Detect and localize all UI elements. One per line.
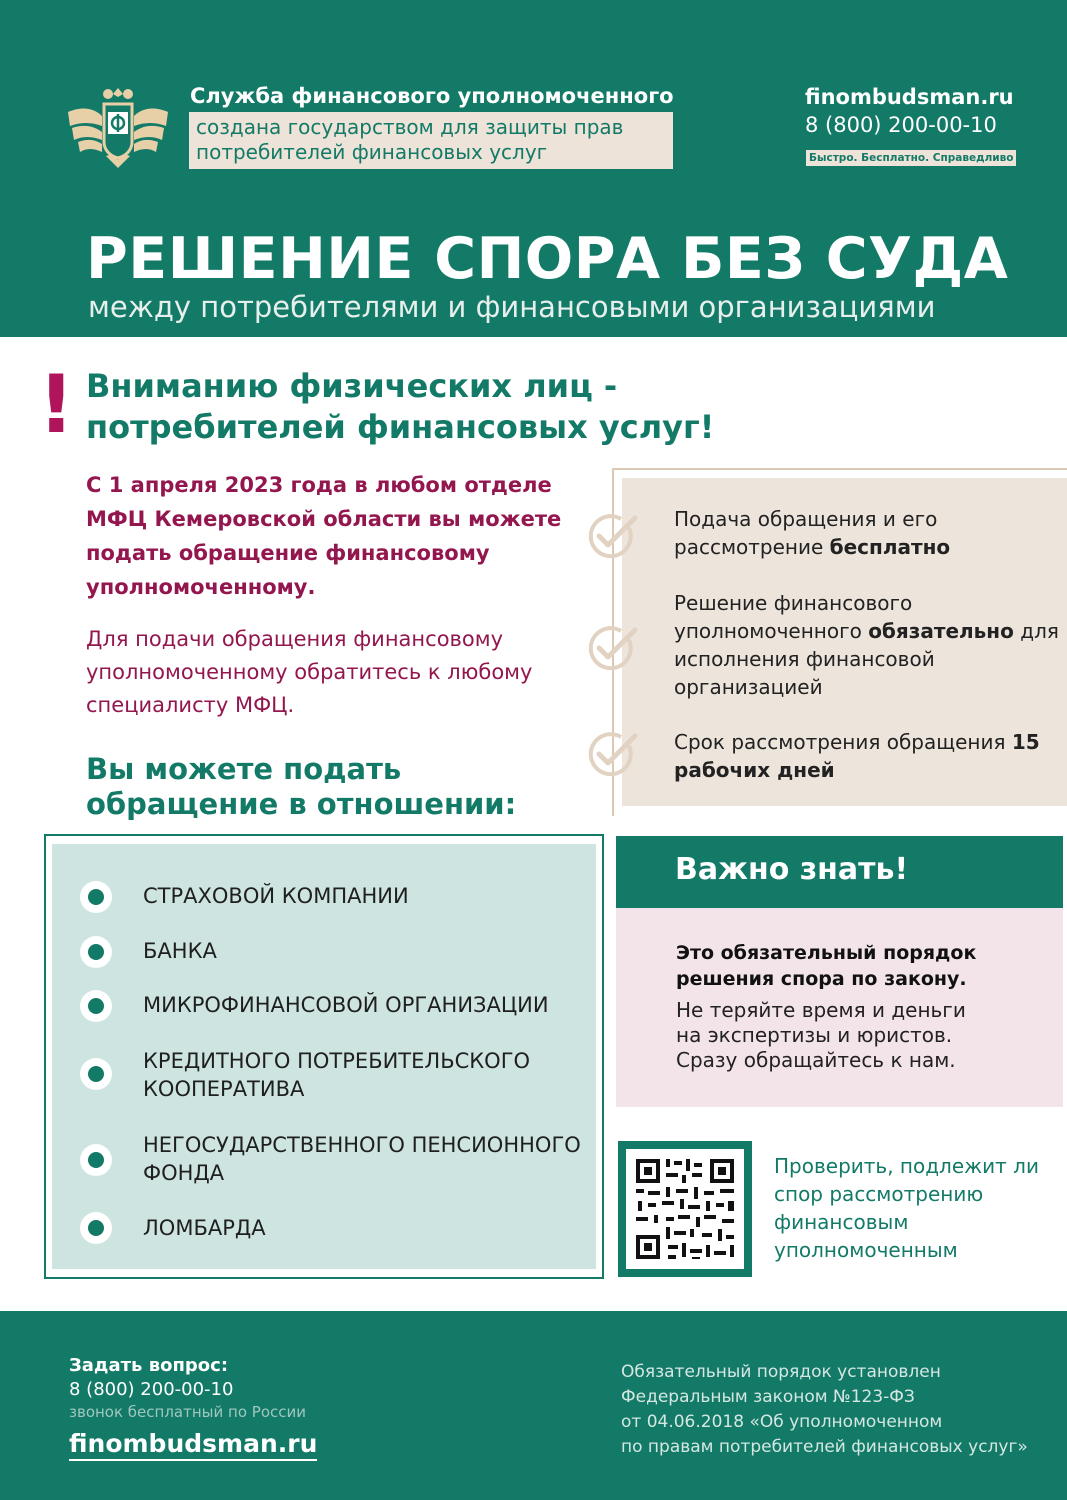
benefit-item [674, 728, 1064, 784]
header-site-link[interactable]: finombudsman.ru [805, 85, 1014, 109]
list-item: СТРАХОВОЙ КОМПАНИИ [143, 884, 409, 908]
page-title: РЕШЕНИЕ СПОРА БЕЗ СУДА [86, 226, 1009, 292]
footer-phone[interactable]: 8 (800) 200-00-10 [69, 1379, 234, 1400]
eagle-emblem-icon [66, 82, 170, 170]
law-line-2: Федеральным законом №123-ФЗ [621, 1387, 915, 1407]
qr-caption: Проверить, подлежит ли спор рассмотрению финансовым уполномоченным [774, 1154, 1039, 1262]
list-item: МИКРОФИНАНСОВОЙ ОРГАНИЗАЦИИ [143, 993, 549, 1017]
can-submit-line-1: Вы можете подать [86, 752, 402, 786]
law-line-4: по правам потребителей финансовых услуг» [621, 1437, 1028, 1457]
benefit-text: Решение финансового уполномоченного [674, 591, 913, 643]
list-item: БАНКА [143, 939, 217, 963]
org-name: Служба финансового уполномоченного [190, 84, 674, 108]
law-line-3: от 04.06.2018 «Об уполномоченном [621, 1412, 943, 1432]
benefit-text: Подача обращения и его рассмотрение [674, 507, 938, 559]
attention-heading [86, 366, 714, 448]
org-tagline-line-2: потребителей финансовых услуг [196, 140, 548, 164]
bullet-icon [80, 990, 112, 1022]
attention-line-1: Вниманию физических лиц - [86, 367, 618, 405]
can-submit-line-2: обращение в отношении: [86, 787, 517, 821]
org-tagline [189, 112, 673, 169]
benefit-text: Срок рассмотрения обращения [674, 730, 1006, 754]
benefit-item [674, 589, 1064, 701]
intro-text: Для подачи обращения финансовому уполномоченному обратитесь к любому специалисту МФЦ. [86, 627, 533, 717]
can-submit-heading [86, 752, 516, 822]
important-title: Важно знать! [675, 852, 909, 887]
footer-site-link[interactable]: finombudsman.ru [69, 1428, 317, 1461]
bullet-icon [80, 881, 112, 913]
bullet-icon [80, 1144, 112, 1176]
slogan-badge: Быстро. Бесплатно. Справедливо [806, 150, 1016, 166]
qr-code-icon[interactable] [626, 1149, 744, 1269]
important-bold-text: Это обязательный порядок решения спора по закону. [676, 942, 977, 990]
benefit-highlight: бесплатно [829, 535, 951, 559]
header-phone[interactable]: 8 (800) 200-00-10 [805, 113, 997, 137]
attention-line-2: потребителей финансовых услуг! [86, 408, 715, 446]
law-line-1: Обязательный порядок установлен [621, 1362, 941, 1382]
important-text: Не теряйте время и деньги на экспертизы и юристов. Сразу обращайтесь к нам. [676, 998, 966, 1072]
org-tagline-line-1: создана государством для защиты прав [196, 115, 624, 139]
checkmark-circle-icon [583, 510, 641, 562]
list-item: КРЕДИТНОГО ПОТРЕБИТЕЛЬСКОГО КООПЕРАТИВА [143, 1049, 531, 1101]
benefit-text-suffix: для исполнения финансовой организацией [674, 619, 1059, 699]
list-item: НЕГОСУДАРСТВЕННОГО ПЕНСИОННОГО ФОНДА [143, 1133, 581, 1185]
bullet-icon [80, 1212, 112, 1244]
list-item: ЛОМБАРДА [143, 1216, 266, 1240]
intro-bold-text: С 1 апреля 2023 года в любом отделе МФЦ Кемеровской области вы можете подать обращение финансовому уполномоченному. [86, 473, 562, 599]
benefit-item [674, 505, 1064, 561]
bullet-icon [80, 936, 112, 968]
footer-ask-label: Задать вопрос: [69, 1355, 229, 1376]
checkmark-circle-icon [583, 622, 641, 674]
benefit-highlight: 15 рабочих дней [674, 730, 1040, 782]
exclamation-mark-icon: ! [38, 358, 75, 451]
benefit-highlight: обязательно [868, 619, 1014, 643]
page-subtitle: между потребителями и финансовыми организациями [88, 290, 936, 324]
footer-phone-note: звонок бесплатный по России [69, 1403, 306, 1421]
checkmark-circle-icon [583, 728, 641, 780]
bullet-icon [80, 1058, 112, 1090]
footer-law-note [621, 1360, 1028, 1460]
